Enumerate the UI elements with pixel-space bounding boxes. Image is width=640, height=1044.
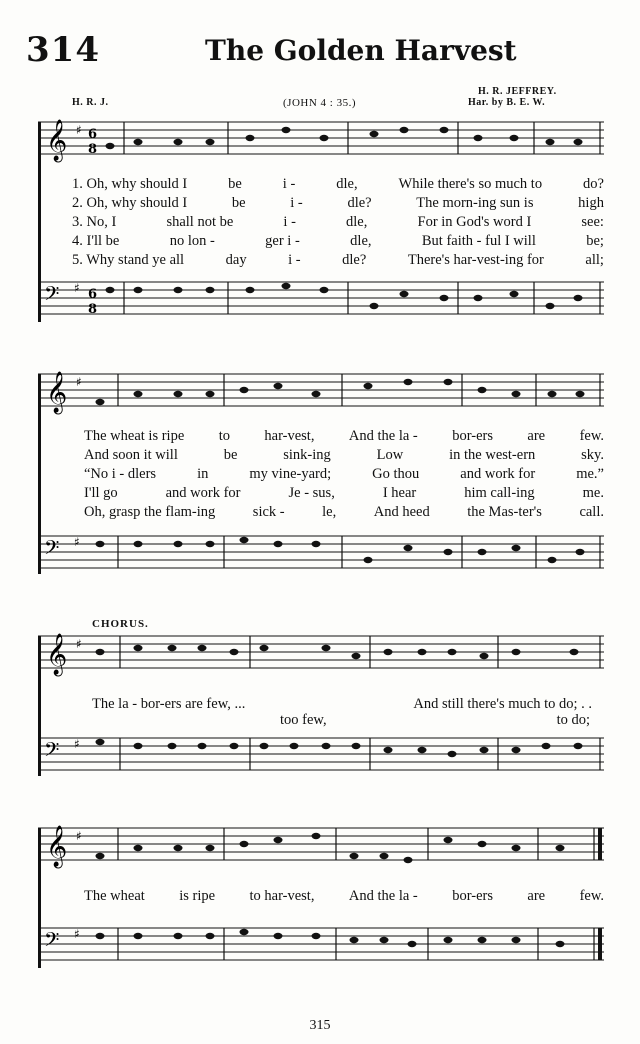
lyric: be; (586, 233, 604, 249)
scripture-reference: (JOHN 4 : 35.) (283, 97, 356, 109)
lyric: Oh, grasp the flam-ing (84, 504, 216, 520)
sharp-icon: ♯ (74, 535, 80, 549)
lyric: high (578, 195, 604, 211)
lyric: bor-ers (452, 428, 493, 444)
treble-staff-1 (38, 118, 604, 180)
lyric: i - (282, 176, 296, 192)
sharp-icon: ♯ (76, 637, 82, 651)
lyric: see: (581, 214, 604, 230)
lyric: i - (290, 195, 303, 211)
lyric: be (228, 176, 242, 192)
sharp-icon: ♯ (76, 375, 82, 389)
lyric: har-vest, (264, 428, 315, 444)
treble-clef-icon: 𝄞 (46, 826, 68, 867)
treble-notes (96, 379, 585, 405)
music-system-2 (38, 366, 604, 586)
time-signature-bottom: 8 (88, 142, 98, 157)
lyric: 3. No, I (72, 214, 117, 230)
lyric: shall not be (166, 214, 234, 230)
treble-staff-2 (38, 370, 604, 432)
svg-text:8: 8 (88, 302, 98, 317)
lyric: dle? (347, 195, 372, 211)
treble-staff-3 (38, 632, 604, 694)
treble-clef-icon: 𝄞 (46, 120, 68, 161)
treble-staff-4 (38, 824, 604, 886)
lyric: I'll go (84, 485, 118, 501)
lyric: be (231, 195, 246, 211)
bass-staff-4 (38, 924, 604, 986)
lyric: 2. Oh, why should I (72, 195, 188, 211)
bass-clef-icon: 𝄢 (44, 928, 60, 956)
bass-clef-icon: 𝄢 (44, 282, 60, 310)
lyric: dle, (350, 233, 372, 249)
lyric: For in God's word I (417, 214, 532, 230)
lyric: and work for (165, 485, 241, 501)
lyric: dle? (342, 252, 367, 268)
lyric: to (218, 428, 230, 444)
lyric: him call-ing (464, 485, 535, 501)
harmony-credit: Har. by B. E. W. (468, 97, 546, 108)
lyric: The morn-ing sun is (416, 195, 534, 211)
lyric: sink-ing (283, 447, 331, 463)
sharp-icon: ♯ (74, 737, 80, 751)
hymn-title: The Golden Harvest (205, 34, 517, 67)
treble-clef-icon: 𝄞 (46, 634, 68, 675)
lyric: Go thou (372, 466, 420, 482)
lyric: all; (585, 252, 604, 268)
sharp-icon: ♯ (76, 123, 82, 137)
words-credit: H. R. J. (72, 97, 109, 108)
lyric: me.” (576, 466, 604, 482)
lyric: While there's so much to (398, 176, 543, 192)
lyric: and work for (460, 466, 536, 482)
verse-2-line-2 (38, 447, 604, 464)
bass-staff-1 (38, 278, 604, 340)
bass-notes (106, 283, 583, 309)
verse-1-line-2 (38, 428, 604, 445)
lyric: in (197, 466, 209, 482)
verse-2-line-1 (38, 195, 604, 212)
treble-notes (96, 833, 565, 863)
lyric: There's har-vest-ing for (407, 252, 544, 268)
sharp-icon: ♯ (74, 281, 80, 295)
hymn-number: 314 (26, 30, 100, 70)
music-system-1 (38, 110, 604, 340)
chorus-line-1 (92, 696, 592, 713)
bass-clef-icon: 𝄢 (44, 536, 60, 564)
lyric: dle, (346, 214, 368, 230)
treble-clef-icon: 𝄞 (46, 372, 68, 413)
verse-3-line-2 (38, 466, 604, 483)
lyric: Je - sus, (288, 485, 335, 501)
svg-text:6: 6 (88, 287, 98, 302)
lyric: ger i - (265, 233, 300, 249)
lyric: dle, (336, 176, 358, 192)
lyric: few. (579, 888, 604, 904)
sharp-icon: ♯ (76, 829, 82, 843)
music-system-3 (38, 628, 604, 798)
bass-staff-3 (38, 734, 604, 796)
lyric: The wheat (84, 888, 145, 904)
lyric: day (225, 252, 247, 268)
time-signature-top: 6 (88, 127, 98, 142)
lyric: le, (322, 504, 337, 520)
lyric: call. (579, 504, 604, 520)
lyric: do? (583, 176, 604, 192)
verse-3-line-1 (38, 214, 604, 231)
bass-clef-icon: 𝄢 (44, 738, 60, 766)
lyric: sky. (581, 447, 604, 463)
lyric: are (527, 888, 546, 904)
composer-credit: H. R. JEFFREY. (478, 86, 557, 97)
lyric: The la - bor-ers are few, ... (92, 696, 246, 712)
lyric: “No i - dlers (84, 466, 157, 482)
lyric: And still there's much to do; . . (413, 696, 592, 712)
verse-4-line-1 (38, 233, 604, 250)
lyric: And the la - (348, 888, 418, 904)
lyric: few. (579, 428, 604, 444)
lyric: I hear (382, 485, 417, 501)
lyric: 4. I'll be (72, 233, 120, 249)
music-system-4 (38, 820, 604, 990)
lyric: no lon - (169, 233, 215, 249)
chorus-label: CHORUS. (92, 618, 149, 630)
lyric: The wheat is ripe (84, 428, 185, 444)
lyric: i - (283, 214, 296, 230)
lyric: in the west-ern (449, 447, 536, 463)
lyric: me. (582, 485, 604, 501)
chorus-line-1-alto (280, 712, 590, 729)
verse-4-line-2 (38, 485, 604, 502)
lyric: bor-ers (452, 888, 493, 904)
lyric: the Mas-ter's (467, 504, 542, 520)
lyric: too few, (280, 712, 327, 728)
lyric: i - (288, 252, 301, 268)
lyric: be (223, 447, 238, 463)
lyric: 1. Oh, why should I (72, 176, 188, 192)
lyric: 5. Why stand ye all (72, 252, 185, 268)
verse-1-line-1 (38, 176, 604, 193)
page-number: 315 (309, 1018, 331, 1033)
lyric: And soon it will (84, 447, 178, 463)
lyric: to har-vest, (249, 888, 315, 904)
lyric: And the la - (348, 428, 418, 444)
lyric: are (527, 428, 546, 444)
bass-staff-2 (38, 532, 604, 594)
lyric: Low (376, 447, 404, 463)
verse-5-line-1 (38, 252, 604, 269)
bass-notes (96, 537, 585, 563)
chorus-line-2 (38, 888, 604, 905)
lyric: my vine-yard; (249, 466, 332, 482)
lyric: And heed (373, 504, 430, 520)
verse-5-line-2 (38, 504, 604, 521)
lyric: But faith - ful I will (421, 233, 536, 249)
sharp-icon: ♯ (74, 927, 80, 941)
lyric: to do; (556, 712, 590, 728)
lyric: is ripe (179, 888, 216, 904)
lyric: sick - (252, 504, 285, 520)
